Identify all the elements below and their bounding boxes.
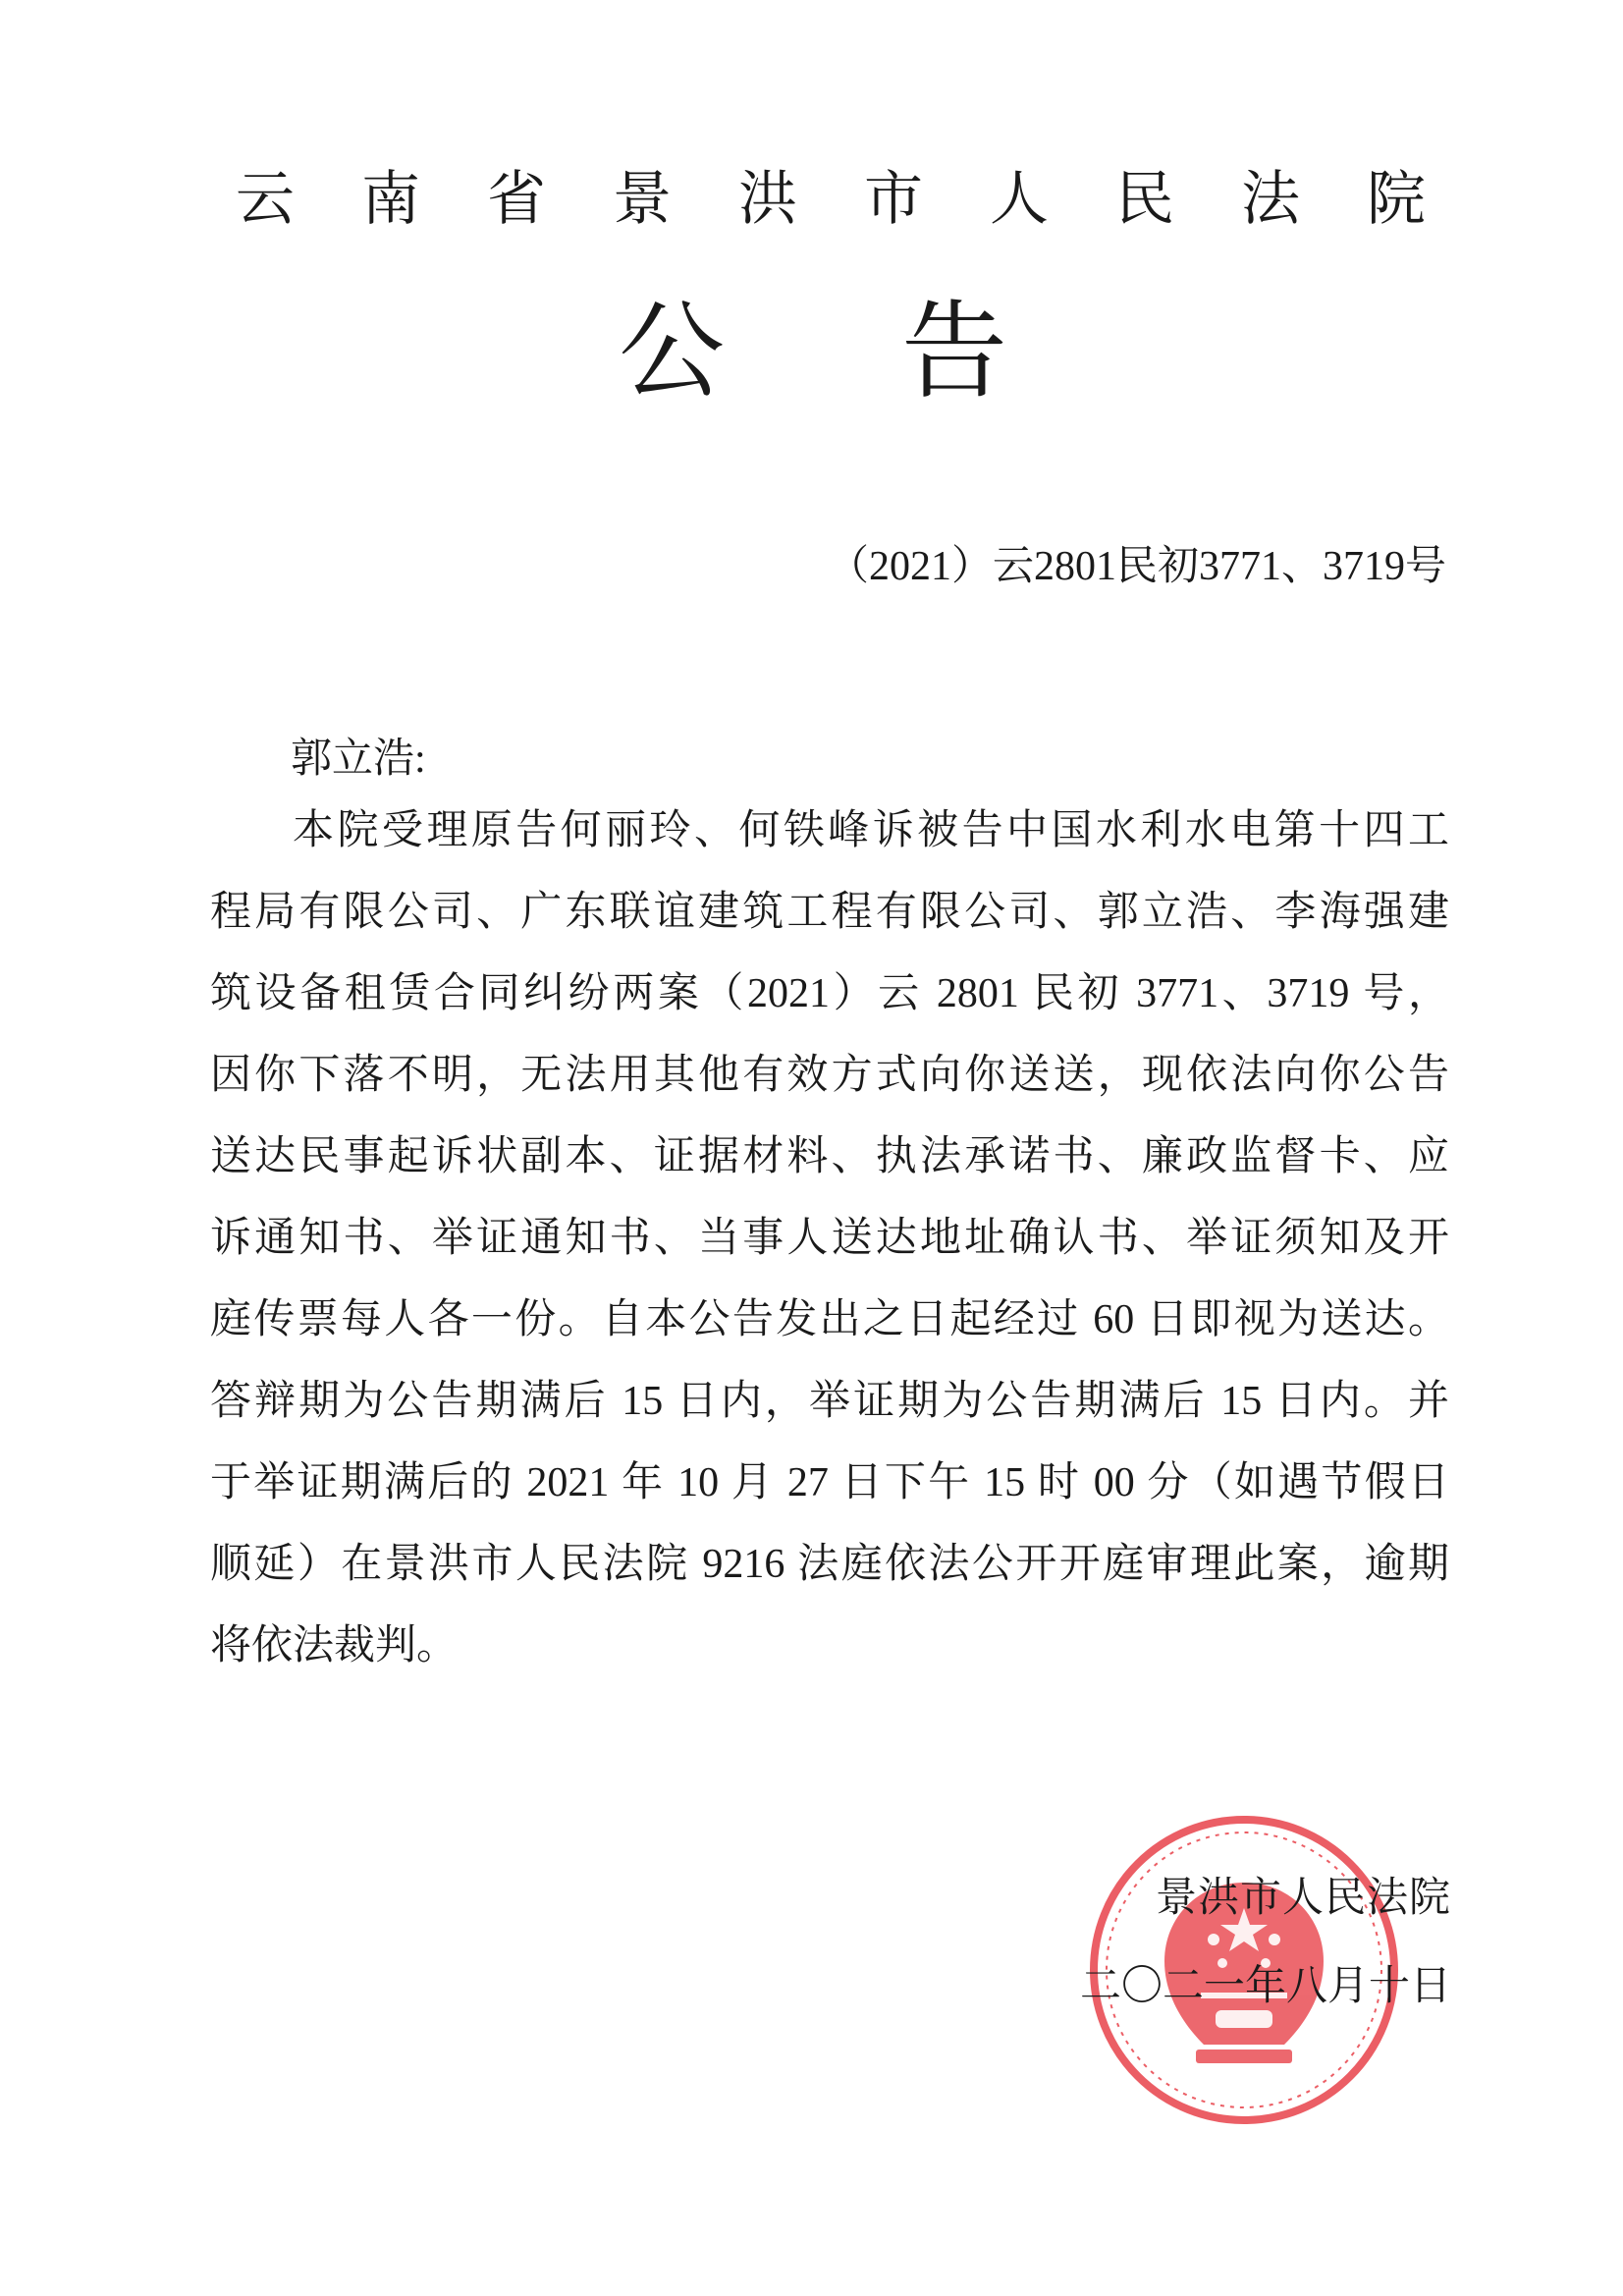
body-line: 庭传票每人各一份。自本公告发出之日起经过 60 日即视为送达。 [210,1297,1449,1342]
body-line: 顺延）在景洪市人民法院 9216 法庭依法公开开庭审理此案，逾期 [210,1542,1449,1587]
notice-title: 公告 [619,295,1185,411]
body-line: 诉通知书、举证通知书、当事人送达地址确认书、举证须知及开 [210,1216,1449,1261]
addressee: 郭立浩: [291,737,426,782]
body-line: 于举证期满后的 2021 年 10 月 27 日下午 15 时 00 分（如遇节假日 [210,1460,1449,1505]
body-line: 将依法裁判。 [210,1623,459,1668]
body-line: 送达民事起诉状副本、证据材料、执法承诺书、廉政监督卡、应 [210,1134,1449,1179]
court-name-heading: 云南省景洪市人民法院 [236,167,1492,232]
signature-court: 景洪市人民法院 [1155,1876,1451,1921]
body-line: 答辩期为公告期满后 15 日内，举证期为公告期满后 15 日内。并 [210,1379,1449,1424]
body-line: 本院受理原告何丽玲、何铁峰诉被告中国水利水电第十四工 [293,808,1449,853]
case-number: （2021）云2801民初3771、3719号 [827,544,1446,589]
notice-body [210,791,1449,1687]
body-line: 筑设备租赁合同纠纷两案（2021）云 2801 民初 3771、3719 号， [210,971,1449,1016]
body-line: 程局有限公司、广东联谊建筑工程有限公司、郭立浩、李海强建 [210,890,1449,935]
signature-date: 二〇二一年八月十日 [1079,1964,1451,2009]
body-line: 因你下落不明，无法用其他有效方式向你送送，现依法向你公告 [210,1053,1449,1098]
